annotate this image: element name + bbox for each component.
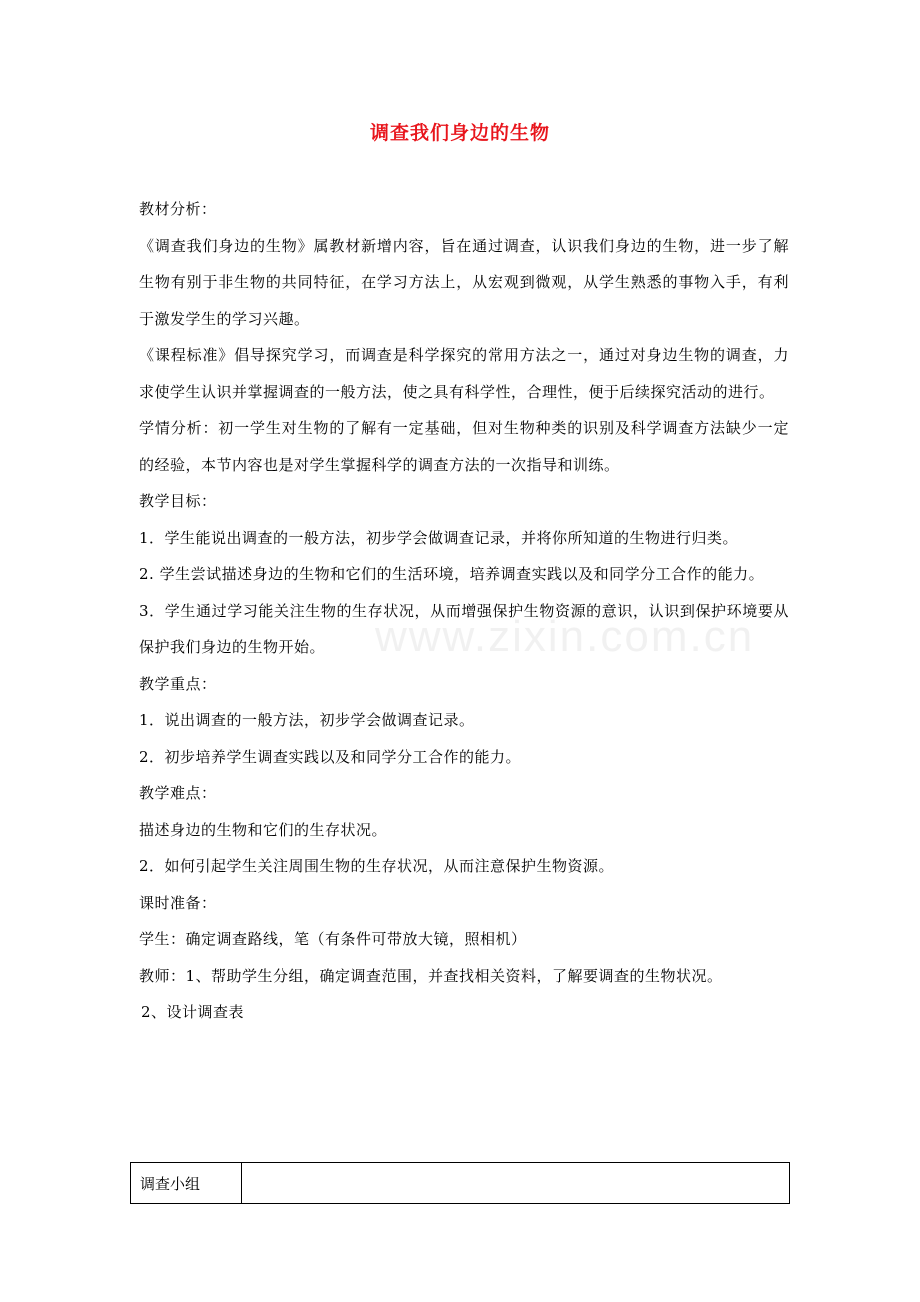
heading-difficulties: 教学难点：: [139, 784, 217, 802]
preparation-design-table: 2、设计调查表: [141, 1003, 245, 1021]
preparation-students: 学生：确定调查路线，笔（有条件可带放大镜，照相机）: [139, 930, 527, 948]
document-body: [139, 191, 789, 1031]
heading-key-points: 教学重点：: [139, 674, 217, 693]
document-title: 调查我们身边的生物: [369, 122, 550, 144]
difficulty-2: 2．如何引起学生关注周围生物的生存状况，从而注意保护生物资源。: [139, 857, 615, 875]
key-point-2: 2．初步培养学生调查实践以及和同学分工合作的能力。: [139, 747, 522, 766]
heading-preparation: 课时准备：: [139, 893, 217, 912]
paragraph-textbook-analysis: 《调查我们身边的生物》属教材新增内容，旨在通过调查，认识我们身边的生物，进一步了解生物有别于非生物的共同特征，在学习方法上，从宏观到微观，从学生熟悉的事物入手，有利于激发学生的学习兴趣。: [139, 236, 789, 328]
survey-table: [130, 1162, 790, 1204]
table-row: [131, 1163, 790, 1204]
paragraph-student-analysis: 学情分析：初一学生对生物的了解有一定基础，但对生物种类的识别及科学调查方法缺少一定的经验，本节内容也是对学生掌握科学的调查方法的一次指导和训练。: [139, 419, 789, 474]
difficulty-1: 描述身边的生物和它们的生存状况。: [139, 820, 388, 839]
goal-item-2: 2. 学生尝试描述身边的生物和它们的生活环境，培养调查实践以及和同学分工合作的能力。: [139, 565, 765, 583]
paragraph-curriculum-standard: 《课程标准》倡导探究学习，而调查是科学探究的常用方法之一，通过对身边生物的调查，力求使学生认识并掌握调查的一般方法，使之具有科学性，合理性，便于后续探究活动的进行。: [139, 346, 789, 401]
heading-textbook-analysis: 教材分析：: [139, 200, 217, 218]
table-cell-label: 调查小组: [131, 1163, 242, 1204]
preparation-teacher: 教师：1、帮助学生分组，确定调查范围，并查找相关资料，了解要调查的生物状况。: [139, 966, 723, 985]
key-point-1: 1．说出调查的一般方法，初步学会做调查记录。: [139, 711, 475, 729]
watermark: www.zixin.com.cn: [375, 612, 755, 661]
goal-item-3: 3．学生通过学习能关注生物的生存状况，从而增强保护生物资源的意识，认识到保护环境要从保护我们身边的生物开始。: [139, 601, 789, 656]
table-cell-value: [242, 1163, 790, 1204]
heading-teaching-goals: 教学目标：: [139, 492, 217, 510]
goal-item-1: 1．学生能说出调查的一般方法，初步学会做调查记录，并将你所知道的生物进行归类。: [139, 528, 739, 547]
